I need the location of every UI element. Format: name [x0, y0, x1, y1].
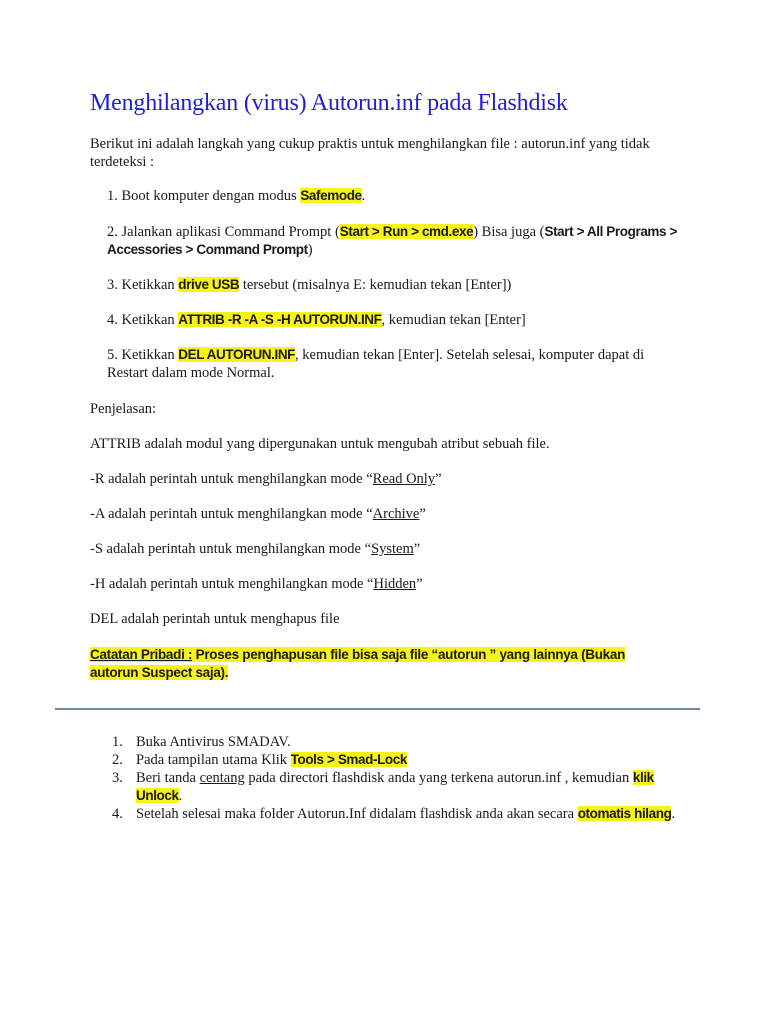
- step-number: 2.: [107, 224, 118, 240]
- attrib-description: ATTRIB adalah modul yang dipergunakan untuk mengubah atribut sebuah file.: [90, 436, 550, 452]
- highlight: Safemode: [300, 188, 362, 203]
- step-number: 5.: [107, 347, 118, 363]
- list-item: 1. Buka Antivirus SMADAV.: [112, 734, 291, 750]
- explanation-heading: Penjelasan:: [90, 401, 157, 417]
- list-number: 2.: [112, 752, 123, 768]
- mode-read-only: -R adalah perintah untuk menghilangkan mode “Read Only”: [90, 471, 442, 487]
- mode-term: Archive: [372, 506, 420, 522]
- page-title: Menghilangkan (virus) Autorun.inf pada Flashdisk: [90, 90, 568, 116]
- horizontal-divider: [55, 708, 700, 710]
- list-item: 3. Beri tanda centang pada directori flashdisk anda yang terkena autorun.inf , kemudian klik Unlock.: [112, 770, 654, 804]
- mode-system: -S adalah perintah untuk menghilangkan mode “System”: [90, 541, 421, 557]
- mode-term: Hidden: [373, 576, 417, 592]
- list-number: 4.: [112, 806, 123, 822]
- mode-hidden: -H adalah perintah untuk menghilangkan mode “Hidden”: [90, 576, 423, 592]
- step-1: 1. Boot komputer dengan modus Safemode.: [107, 188, 366, 204]
- highlight: Tools > Smad-Lock: [290, 752, 407, 767]
- personal-note: [90, 646, 650, 682]
- list-item: 2. Pada tampilan utama Klik Tools > Smad-Lock: [112, 752, 407, 768]
- step-5: 5. Ketikkan DEL AUTORUN.INF, kemudian tekan [Enter]. Setelah selesai, komputer dapat di Restart dalam mode Normal.: [107, 347, 645, 381]
- intro-paragraph: Berikut ini adalah langkah yang cukup praktis untuk menghilangkan file : autorun.inf yang tidak terdeteksi :: [90, 136, 650, 170]
- highlight: Start > Run > cmd.exe: [339, 224, 474, 239]
- step-2: 2. Jalankan aplikasi Command Prompt (Start > Run > cmd.exe) Bisa juga (Start > All Programs > Accessories > Command Prompt): [107, 224, 677, 258]
- del-description: DEL adalah perintah untuk menghapus file: [90, 611, 340, 627]
- highlight: otomatis hilang: [577, 806, 672, 821]
- note-label: Catatan Pribadi :: [90, 647, 193, 662]
- bold-path: Start > All Programs > Accessories > Command Prompt: [107, 224, 677, 257]
- step-4: 4. Ketikkan ATTRIB -R -A -S -H AUTORUN.INF, kemudian tekan [Enter]: [107, 312, 526, 328]
- note-text: Proses penghapusan file bisa saja file “autorun ” yang lainnya (Bukan autorun Suspect saja).: [90, 647, 626, 680]
- step-3: 3. Ketikkan drive USB tersebut (misalnya E: kemudian tekan [Enter]): [107, 277, 512, 293]
- list-item: 4. Setelah selesai maka folder Autorun.Inf didalam flashdisk anda akan secara otomatis hilang.: [112, 806, 676, 822]
- highlight: DEL AUTORUN.INF: [178, 347, 296, 362]
- step-number: 3.: [107, 277, 118, 293]
- step-number: 4.: [107, 312, 118, 328]
- mode-term: System: [371, 541, 414, 557]
- step-number: 1.: [107, 188, 118, 204]
- highlight: klik Unlock: [136, 770, 654, 803]
- mode-archive: -A adalah perintah untuk menghilangkan mode “Archive”: [90, 506, 426, 522]
- highlight: ATTRIB -R -A -S -H AUTORUN.INF: [178, 312, 382, 327]
- list-number: 1.: [112, 734, 123, 750]
- list-number: 3.: [112, 770, 123, 786]
- mode-term: Read Only: [372, 471, 436, 487]
- underlined-term: centang: [199, 770, 245, 786]
- smadav-steps-list: [112, 733, 692, 823]
- highlight: drive USB: [178, 277, 240, 292]
